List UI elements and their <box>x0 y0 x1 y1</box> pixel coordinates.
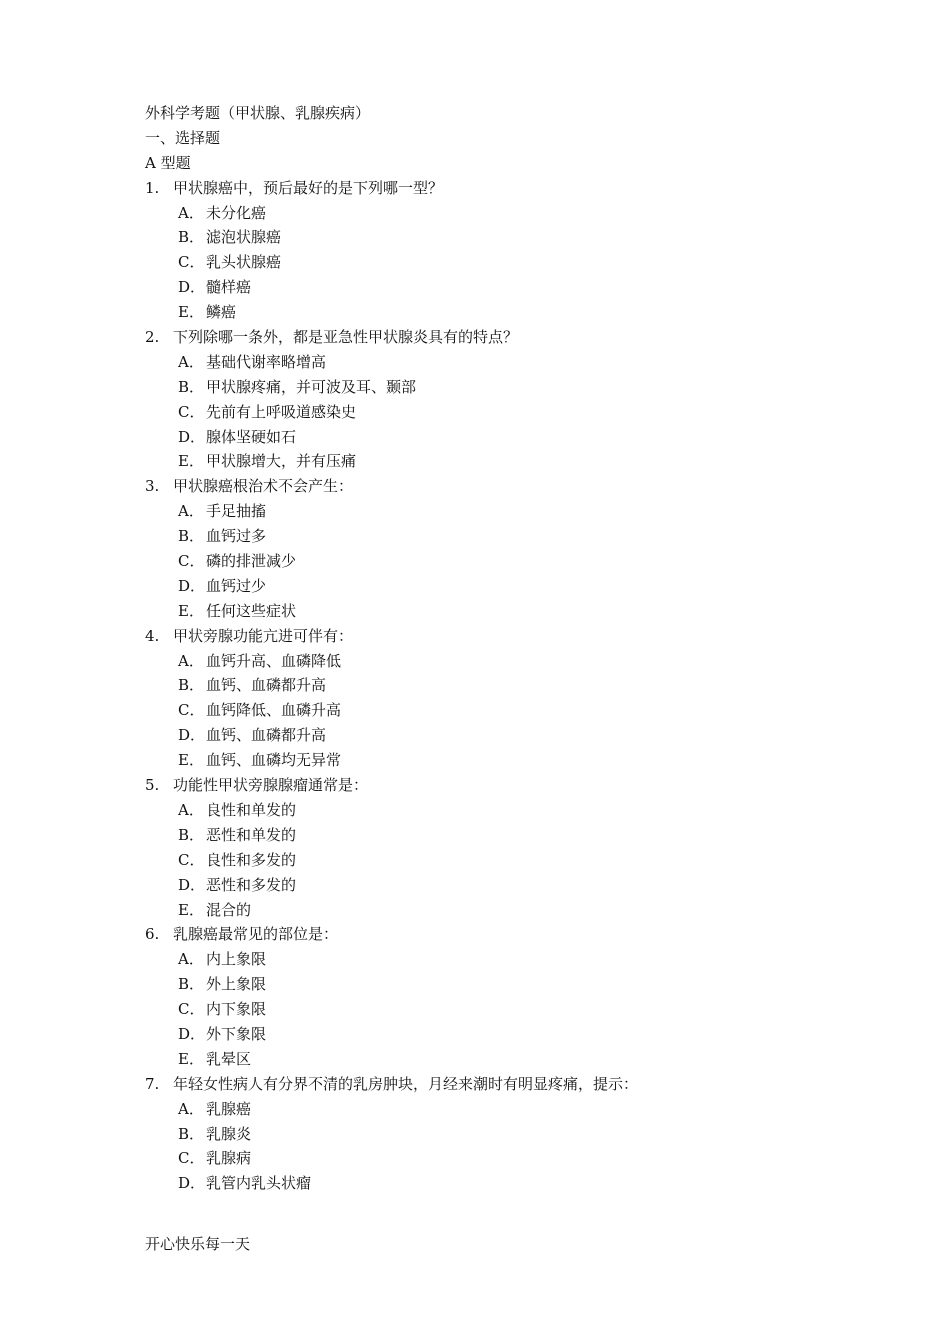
option-text: 血钙降低、血磷升高 <box>206 701 342 720</box>
answer-option <box>145 350 845 375</box>
question-number: 3. <box>145 477 160 496</box>
option-text: 磷的排泄减少 <box>206 552 297 571</box>
page-footer: 开心快乐每一天 <box>145 1235 251 1253</box>
question <box>145 922 845 947</box>
option-text: 血钙、血磷都升高 <box>206 676 327 695</box>
option-text: 血钙升高、血磷降低 <box>206 651 342 670</box>
answer-option <box>145 798 845 823</box>
question-text: 甲状腺癌根治术不会产生： <box>173 477 354 496</box>
option-text: 乳头状腺癌 <box>206 253 282 272</box>
option-label: E． <box>178 601 204 620</box>
option-label: E． <box>178 900 204 919</box>
option-label: E． <box>178 452 204 471</box>
option-text: 血钙、血磷均无异常 <box>206 751 342 770</box>
option-text: 乳腺病 <box>206 1149 252 1168</box>
option-label: B． <box>178 527 205 546</box>
answer-option <box>145 225 845 250</box>
answer-option <box>145 972 845 997</box>
question-number: 1. <box>145 178 160 197</box>
option-text: 甲状腺疼痛，并可波及耳、颞部 <box>206 377 417 396</box>
question-text: 下列除哪一条外，都是亚急性甲状腺炎具有的特点？ <box>173 328 519 347</box>
answer-option <box>145 848 845 873</box>
question <box>145 325 845 350</box>
answer-option <box>145 300 845 325</box>
answer-option <box>145 549 845 574</box>
option-text: 未分化癌 <box>206 203 267 222</box>
option-label: B． <box>178 377 205 396</box>
option-label: B． <box>178 825 205 844</box>
option-label: A． <box>178 950 204 969</box>
option-text: 鳞癌 <box>206 303 237 322</box>
answer-option <box>145 947 845 972</box>
option-label: A． <box>178 352 204 371</box>
answer-option <box>145 599 845 624</box>
option-label: C． <box>178 701 205 720</box>
option-text: 基础代谢率略增高 <box>206 352 327 371</box>
option-label: B． <box>178 975 205 994</box>
option-text: 恶性和单发的 <box>206 825 297 844</box>
option-text: 滤泡状腺癌 <box>206 228 282 247</box>
answer-option <box>145 574 845 599</box>
question <box>145 176 845 201</box>
question-text: 年轻女性病人有分界不清的乳房肿块，月经来潮时有明显疼痛，提示： <box>173 1074 639 1093</box>
answer-option <box>145 1122 845 1147</box>
option-label: B． <box>178 228 205 247</box>
answer-option <box>145 449 845 474</box>
answer-option <box>145 425 845 450</box>
option-label: D． <box>178 1174 206 1193</box>
document-title: 外科学考题（甲状腺、乳腺疾病） <box>145 104 371 122</box>
option-text: 乳晕区 <box>206 1049 252 1068</box>
answer-option <box>145 997 845 1022</box>
option-label: C． <box>178 253 205 272</box>
option-label: C． <box>178 1000 205 1019</box>
document-body <box>145 101 845 1196</box>
option-text: 外上象限 <box>206 975 267 994</box>
option-label: E． <box>178 1049 204 1068</box>
option-label: D． <box>178 576 206 595</box>
answer-option <box>145 748 845 773</box>
answer-option <box>145 1146 845 1171</box>
question <box>145 624 845 649</box>
option-text: 内上象限 <box>206 950 267 969</box>
option-text: 手足抽搐 <box>206 502 267 521</box>
answer-option <box>145 723 845 748</box>
option-text: 恶性和多发的 <box>206 875 297 894</box>
answer-option <box>145 499 845 524</box>
option-label: D． <box>178 726 206 745</box>
option-text: 外下象限 <box>206 1024 267 1043</box>
subsection-heading: A 型题 <box>145 153 191 172</box>
option-text: 腺体坚硬如石 <box>206 427 297 446</box>
option-label: C． <box>178 402 205 421</box>
option-text: 乳腺炎 <box>206 1124 252 1143</box>
option-label: D． <box>178 875 206 894</box>
option-label: D． <box>178 1024 206 1043</box>
option-label: A． <box>178 203 204 222</box>
answer-option <box>145 1047 845 1072</box>
option-label: A． <box>178 502 204 521</box>
option-text: 髓样癌 <box>206 278 252 297</box>
answer-option <box>145 698 845 723</box>
option-text: 良性和单发的 <box>206 800 297 819</box>
section-heading: 一、选择题 <box>145 128 221 147</box>
option-label: B． <box>178 676 205 695</box>
answer-option <box>145 823 845 848</box>
option-text: 混合的 <box>206 900 252 919</box>
question-number: 7. <box>145 1074 160 1093</box>
answer-option <box>145 400 845 425</box>
question-text: 甲状旁腺功能亢进可伴有： <box>173 626 354 645</box>
option-text: 血钙、血磷都升高 <box>206 726 327 745</box>
answer-option <box>145 1097 845 1122</box>
option-text: 血钙过多 <box>206 527 267 546</box>
option-label: A． <box>178 651 204 670</box>
answer-option <box>145 673 845 698</box>
option-label: C． <box>178 552 205 571</box>
answer-option <box>145 524 845 549</box>
answer-option <box>145 1171 845 1196</box>
option-label: D． <box>178 278 206 297</box>
option-label: E． <box>178 751 204 770</box>
question-number: 2. <box>145 328 160 347</box>
question-text: 乳腺癌最常见的部位是： <box>173 925 339 944</box>
question-number: 4. <box>145 626 160 645</box>
question <box>145 1072 845 1097</box>
option-text: 任何这些症状 <box>206 601 297 620</box>
option-label: E． <box>178 303 204 322</box>
option-text: 乳腺癌 <box>206 1099 252 1118</box>
question <box>145 474 845 499</box>
option-text: 内下象限 <box>206 1000 267 1019</box>
option-label: C． <box>178 1149 205 1168</box>
option-label: C． <box>178 850 205 869</box>
question-list <box>145 176 845 1197</box>
option-text: 乳管内乳头状瘤 <box>206 1174 312 1193</box>
option-text: 血钙过少 <box>206 576 267 595</box>
option-label: D． <box>178 427 206 446</box>
answer-option <box>145 649 845 674</box>
answer-option <box>145 873 845 898</box>
question-text: 功能性甲状旁腺腺瘤通常是： <box>173 776 369 795</box>
answer-option <box>145 1022 845 1047</box>
answer-option <box>145 898 845 923</box>
question-number: 5. <box>145 776 160 795</box>
answer-option <box>145 375 845 400</box>
option-label: A． <box>178 1099 204 1118</box>
answer-option <box>145 275 845 300</box>
option-text: 甲状腺增大，并有压痛 <box>206 452 357 471</box>
option-label: A． <box>178 800 204 819</box>
option-text: 先前有上呼吸道感染史 <box>206 402 357 421</box>
question-text: 甲状腺癌中，预后最好的是下列哪一型？ <box>173 178 444 197</box>
answer-option <box>145 201 845 226</box>
option-text: 良性和多发的 <box>206 850 297 869</box>
question <box>145 773 845 798</box>
answer-option <box>145 250 845 275</box>
option-label: B． <box>178 1124 205 1143</box>
question-number: 6. <box>145 925 160 944</box>
